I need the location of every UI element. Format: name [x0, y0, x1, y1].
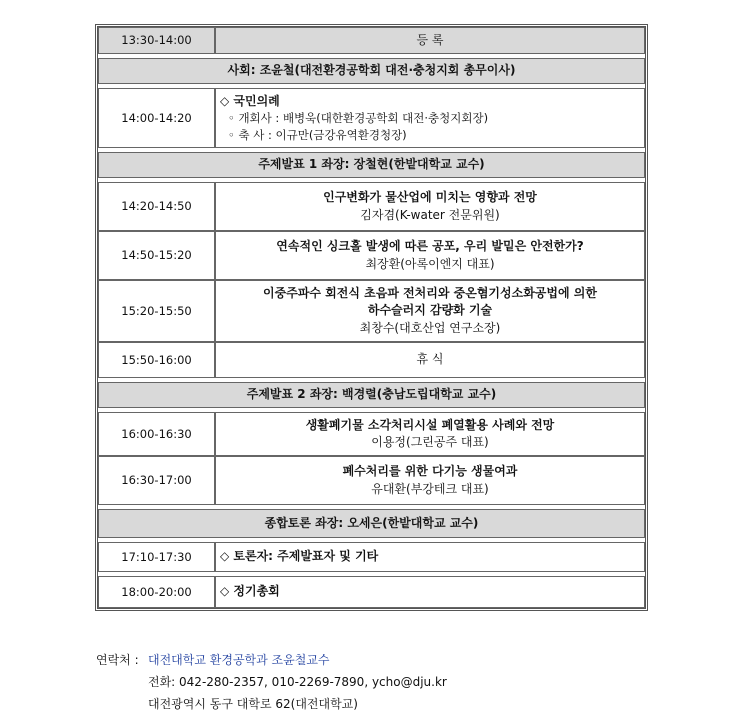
time-cell: 13:30-14:00 [98, 27, 215, 54]
registration-row [98, 27, 645, 54]
talk-content [215, 182, 645, 231]
talk-title-line2: 하수슬러지 감량화 기술 [367, 303, 493, 318]
ceremony-row [98, 88, 645, 148]
talk-speaker: 이용정(그린공주 대표) [371, 435, 489, 449]
time-cell: 16:00-16:30 [98, 412, 215, 456]
session2-header: 주제발표 2 좌장: 백경렬(충남도립대학교 교수) [98, 382, 645, 408]
contact-address: 대전광역시 동구 대학로 62(대전대학교) [148, 697, 358, 711]
talk-title-line1: 이중주파수 회전식 초음파 전처리와 중온혐기성소화공법에 의한 [263, 285, 597, 300]
time-cell: 15:50-16:00 [98, 342, 215, 378]
time-cell: 15:20-15:50 [98, 280, 215, 342]
time-cell: 14:20-14:50 [98, 182, 215, 231]
session1-header-row [98, 152, 645, 178]
registration-label: 등 록 [215, 27, 645, 54]
time-cell: 14:50-15:20 [98, 231, 215, 280]
talk-content [215, 456, 645, 505]
break-label: 휴 식 [215, 342, 645, 378]
session1-header: 주제발표 1 좌장: 장철현(한밭대학교 교수) [98, 152, 645, 178]
talk-row [98, 231, 645, 280]
talk-speaker: 최장환(아록이엔지 대표) [365, 256, 495, 271]
talk-title: 인구변화가 물산업에 미치는 영향과 전망 [323, 190, 537, 205]
discussion-row [98, 542, 645, 572]
ceremony-content [215, 88, 645, 148]
schedule-table [98, 27, 645, 608]
opening-address: ◦ 개회사 : 배병욱(대한환경공학회 대전·충청지회장) [228, 111, 489, 126]
talk-title: 연속적인 싱크홀 발생에 따른 공포, 우리 발밑은 안전한가? [276, 239, 584, 254]
talk-row [98, 182, 645, 231]
program-schedule [95, 24, 648, 611]
talk-row [98, 412, 645, 456]
talk-speaker: 최창수(대호산업 연구소장) [359, 320, 501, 335]
time-cell: 14:00-14:20 [98, 88, 215, 148]
time-cell: 18:00-20:00 [98, 576, 215, 608]
contact-line-org [96, 649, 447, 671]
time-cell: 16:30-17:00 [98, 456, 215, 505]
talk-title: 생활폐기물 소각처리시설 폐열활용 사례와 전망 [305, 417, 555, 432]
contact-info [96, 649, 447, 715]
ceremony-title: ◇ 국민의례 [220, 93, 280, 108]
talk-speaker: 김자겸(K-water 전문위원) [360, 207, 500, 222]
talk-row [98, 280, 645, 342]
discussion-header: 종합토론 좌장: 오세은(한밭대학교 교수) [98, 509, 645, 538]
discussion-title: ◇ 토론자: 주제발표자 및 기타 [215, 542, 645, 572]
congratulatory-address: ◦ 축 사 : 이규만(금강유역환경청장) [228, 127, 407, 142]
talk-speaker: 유대환(부강테크 대표) [371, 481, 489, 496]
talk-row [98, 456, 645, 505]
mc-header: 사회: 조윤철(대전환경공학회 대전·충청지회 총무이사) [98, 58, 645, 84]
break-row [98, 342, 645, 378]
contact-org: 대전대학교 환경공학과 조윤철교수 [148, 653, 330, 667]
talk-title: 폐수처리를 위한 다기능 생물여과 [342, 464, 518, 479]
talk-content [215, 280, 645, 342]
contact-phone: 전화: 042-280-2357, 010-2269-7890, ycho@dju.kr [148, 675, 447, 689]
talk-content [215, 231, 645, 280]
time-cell: 17:10-17:30 [98, 542, 215, 572]
talk-content [215, 412, 645, 456]
session2-header-row [98, 382, 645, 408]
general-meeting-title: ◇ 정기총회 [215, 576, 645, 608]
mc-header-row [98, 58, 645, 84]
discussion-header-row [98, 509, 645, 538]
contact-label: 연락처 : [96, 653, 139, 667]
general-meeting-row [98, 576, 645, 608]
